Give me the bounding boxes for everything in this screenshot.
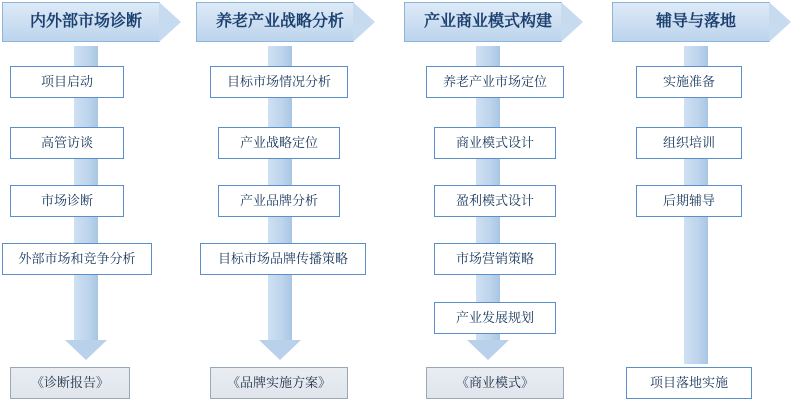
step-box[interactable]: 目标市场品牌传播策略	[200, 243, 366, 275]
output-box[interactable]: 《品牌实施方案》	[210, 367, 348, 399]
step-box[interactable]: 盈利模式设计	[434, 185, 556, 217]
flow-column-2	[196, 0, 382, 404]
step-box[interactable]: 高管访谈	[10, 127, 124, 159]
phase-header-label: 产业商业模式构建	[423, 13, 552, 30]
output-box[interactable]: 《诊断报告》	[10, 367, 130, 399]
step-box[interactable]: 后期辅导	[636, 185, 742, 217]
step-box[interactable]: 养老产业市场定位	[426, 66, 564, 98]
phase-header-3	[404, 2, 590, 42]
phase-header-label: 内外部市场诊断	[29, 13, 142, 30]
step-box[interactable]: 市场诊断	[10, 185, 124, 217]
flow-column-4	[612, 0, 798, 404]
step-box[interactable]: 实施准备	[636, 66, 742, 98]
phase-header-label: 养老产业战略分析	[215, 13, 344, 30]
flow-column-3	[404, 0, 590, 404]
step-box[interactable]: 商业模式设计	[434, 127, 556, 159]
arrow-head-icon	[259, 340, 301, 360]
arrow-head-icon	[65, 340, 107, 360]
step-box[interactable]: 目标市场情况分析	[210, 66, 348, 98]
output-box[interactable]: 《商业模式》	[426, 367, 564, 399]
step-box[interactable]: 产业品牌分析	[218, 185, 340, 217]
step-box[interactable]: 产业战略定位	[218, 127, 340, 159]
step-box[interactable]: 组织培训	[636, 127, 742, 159]
step-box[interactable]: 市场营销策略	[434, 243, 556, 275]
step-box[interactable]: 外部市场和竞争分析	[2, 243, 152, 275]
step-box[interactable]: 产业发展规划	[434, 302, 556, 334]
phase-header-1	[2, 2, 188, 42]
output-box[interactable]: 项目落地实施	[626, 367, 752, 399]
phase-header-label: 辅导与落地	[655, 13, 736, 30]
phase-header-4	[612, 2, 798, 42]
arrow-head-icon	[467, 340, 509, 360]
flow-column-1	[2, 0, 188, 404]
step-box[interactable]: 项目启动	[10, 66, 124, 98]
phase-header-2	[196, 2, 382, 42]
